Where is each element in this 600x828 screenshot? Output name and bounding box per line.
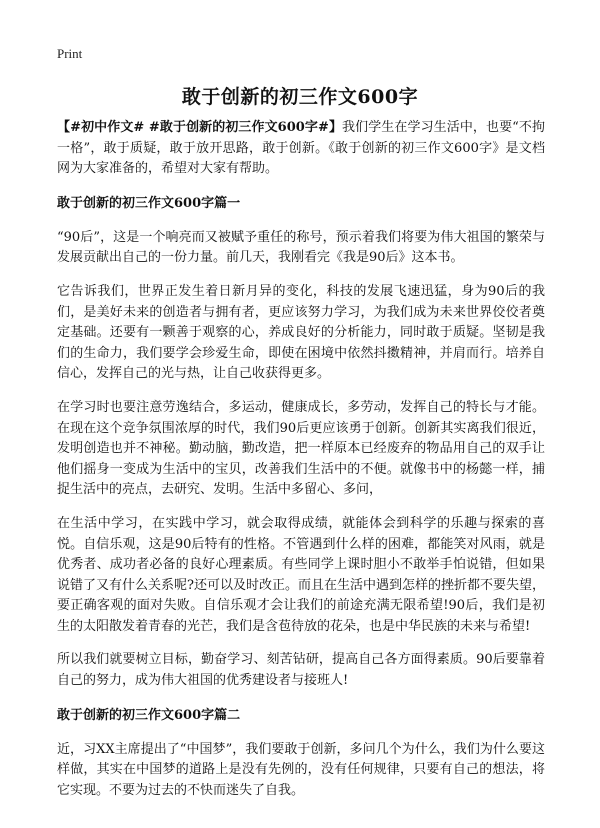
paragraph: 在学习时也要注意劳逸结合，多运动，健康成长，多劳动，发挥自己的特长与才能。在现在这个竞争氛围浓厚的时代，我们90后更应该勇于创新。创新其实离我们很近，发明创造也并不神秘。勤动脑，勤改造，把一样原本已经废弃的物品用自己的双手让他们摇身一变成为生活中的宝贝，改善我们生活中的不便。就像书中的杨懿一样，捕捉生活中的亮点，去研究、发明。生活中多留心、多问，	[57, 399, 545, 498]
intro-text: 我们学生在学习生活中，也要“不拘一格”，敢于质疑，敢于放开思路，敢于创新。《敢于创新的初三作文600字》是文档网为大家准备的，希望对大家有帮助。	[57, 120, 545, 177]
print-link[interactable]: Print	[57, 46, 83, 61]
paragraph: 近，习XX主席提出了“中国梦”，我们要敢于创新，多问几个为什么，我们为什么要这样做，其实在中国梦的道路上是没有先例的，没有任何规律，只要有自己的想法，将它实现。不要为过去的不快而迷失了自我。	[57, 741, 545, 798]
intro-tag: 【#初中作文# #敢于创新的初三作文600字#】	[57, 120, 343, 135]
section-heading-1: 敢于创新的初三作文600字篇一	[57, 195, 241, 211]
section-heading-2: 敢于创新的初三作文600字篇二	[57, 707, 241, 723]
paragraph: “90后”，这是一个响亮而又被赋予重任的称号，预示着我们将要为伟大祖国的繁荣与发展贡献出自己的一份力量。前几天，我刚看完《我是90后》这本书。	[57, 229, 545, 266]
paragraph: 所以我们就要树立目标，勤奋学习、刻苦钻研，提高自己各方面得素质。90后要靠着自己的努力，成为伟大祖国的优秀建设者与接班人!	[57, 652, 545, 689]
paragraph: 它告诉我们，世界正发生着日新月异的变化，科技的发展飞速迅猛，身为90后的我们，是美好未来的创造者与拥有者，更应该努力学习，为我们成为未来世界佼佼者奠定基础。还要有一颗善于观察的心，养成良好的分析能力，同时敢于质疑。坚韧是我们的生命力，我们要学会珍爱生命，即使在困境中依然抖擞精神，并肩而行。培养自信心，发挥自己的光与热，让自己收获得更多。	[57, 283, 545, 382]
article-body	[57, 118, 545, 814]
paragraph: 在生活中学习，在实践中学习，就会取得成绩，就能体会到科学的乐趣与探索的喜悦。自信乐观，这是90后特有的性格。不管遇到什么样的困难，都能笑对风雨，就是优秀者、成功者必备的良好心理素质。有些同学上课时胆小不敢举手怕说错，但如果说错了又有什么关系呢?还可以及时改正。而且在生活中遇到怎样的挫折都不要失望，要正确客观的面对失败。自信乐观才会让我们的前途充满无限希望!90后，我们是初生的太阳散发着青春的光芒，我们是含苞待放的花朵，也是中华民族的未来与希望!	[57, 515, 545, 634]
intro-paragraph	[57, 118, 545, 180]
article-title: 敢于创新的初三作文600字	[181, 86, 419, 108]
